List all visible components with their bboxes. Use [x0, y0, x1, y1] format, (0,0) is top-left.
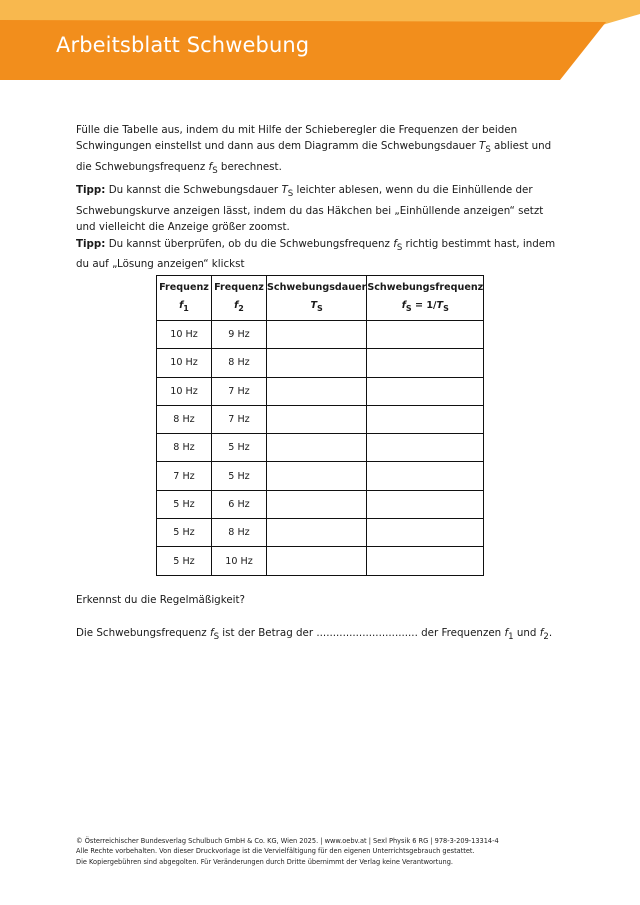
cell-f2: 10 Hz [212, 547, 267, 575]
table-row [157, 405, 484, 433]
table-row [157, 547, 484, 575]
cell-f2: 8 Hz [212, 349, 267, 377]
footer [76, 836, 499, 867]
cell-f2: 9 Hz [212, 321, 267, 349]
cell-beat-period[interactable] [267, 349, 367, 377]
cell-beat-frequency[interactable] [367, 405, 484, 433]
cell-f2: 6 Hz [212, 490, 267, 518]
table-row [157, 349, 484, 377]
tip-paragraph-1: Tipp: Du kannst die Schwebungsdauer $T_S$ leichter ablesen, wenn du die Einhüllende der Schwebungskurve anzeigen lässt, indem du das Häkchen bei „Einhüllende anzeigen“ setzt und vielleicht die Anzeige größer zoomst. [76, 184, 544, 234]
cell-f2: 7 Hz [212, 405, 267, 433]
cell-beat-frequency[interactable] [367, 547, 484, 575]
cell-f1: 8 Hz [157, 434, 212, 462]
cell-f2: 5 Hz [212, 462, 267, 490]
page-title: Arbeitsblatt Schwebung [56, 33, 310, 57]
cell-f1: 7 Hz [157, 462, 212, 490]
cell-f1: 10 Hz [157, 349, 212, 377]
table-row [157, 490, 484, 518]
cell-f1: 8 Hz [157, 405, 212, 433]
cell-f1: 5 Hz [157, 519, 212, 547]
instructions [76, 122, 566, 272]
cell-beat-period[interactable] [267, 547, 367, 575]
table-row [157, 519, 484, 547]
cell-f1: 10 Hz [157, 377, 212, 405]
cell-f2: 7 Hz [212, 377, 267, 405]
cell-f1: 5 Hz [157, 547, 212, 575]
cell-beat-period[interactable] [267, 377, 367, 405]
cell-beat-frequency[interactable] [367, 434, 484, 462]
header-frequency-1: Frequenz $f_1$ [157, 276, 212, 321]
tip-paragraph-2: Tipp: Du kannst überprüfen, ob du die Schwebungsfrequenz $f_S$ richtig bestimmt hast, indem du auf „Lösung anzeigen“ klickst [76, 237, 556, 271]
header-beat-period: Schwebungsdauer $T_S$ [267, 276, 367, 321]
table-row [157, 377, 484, 405]
intro-paragraph: Fülle die Tabelle aus, indem du mit Hilfe der Schieberegler die Frequenzen der beiden Schwingungen einstellst und dann aus dem Diagramm die Schwebungsdauer $T_S$ abliest und die Schwebungsfrequenz $f_S$ berechnest. [76, 124, 552, 176]
table-row [157, 434, 484, 462]
cell-beat-period[interactable] [267, 405, 367, 433]
cell-beat-frequency[interactable] [367, 490, 484, 518]
cell-beat-frequency[interactable] [367, 321, 484, 349]
table-header-row [157, 276, 484, 321]
cell-f1: 5 Hz [157, 490, 212, 518]
footer-rights: Alle Rechte vorbehalten. Von dieser Druckvorlage ist die Vervielfältigung für den eigenen Unterrichtsgebrauch gestattet. [76, 847, 475, 856]
cell-beat-frequency[interactable] [367, 349, 484, 377]
footer-copyright: © Österreichischer Bundesverlag Schulbuch GmbH & Co. KG, Wien 2025. | www.oebv.at | Sexl Physik 6 RG | 978-3-209-13314-4 [76, 837, 499, 845]
fill-in-sentence: Die Schwebungsfrequenz $f_S$ ist der Betrag der ............................... der Frequenzen $f_1$ und $f_2$. [76, 627, 553, 643]
cell-beat-period[interactable] [267, 519, 367, 547]
header-frequency-2: Frequenz $f_2$ [212, 276, 267, 321]
beat-frequency-table [156, 275, 484, 576]
table-row [157, 462, 484, 490]
cell-f1: 10 Hz [157, 321, 212, 349]
cell-beat-period[interactable] [267, 321, 367, 349]
cell-beat-frequency[interactable] [367, 462, 484, 490]
cell-beat-period[interactable] [267, 434, 367, 462]
question-text: Erkennst du die Regelmäßigkeit? [76, 594, 246, 606]
cell-f2: 8 Hz [212, 519, 267, 547]
cell-f2: 5 Hz [212, 434, 267, 462]
cell-beat-frequency[interactable] [367, 377, 484, 405]
cell-beat-frequency[interactable] [367, 519, 484, 547]
header-beat-frequency: Schwebungsfrequenz $f_S = 1/T_S$ [367, 276, 484, 321]
footer-disclaimer: Die Kopiergebühren sind abgegolten. Für Veränderungen durch Dritte übernimmt der Verlag keine Verantwortung. [76, 857, 453, 866]
cell-beat-period[interactable] [267, 462, 367, 490]
table-row [157, 321, 484, 349]
header-banner [0, 0, 640, 90]
cell-beat-period[interactable] [267, 490, 367, 518]
